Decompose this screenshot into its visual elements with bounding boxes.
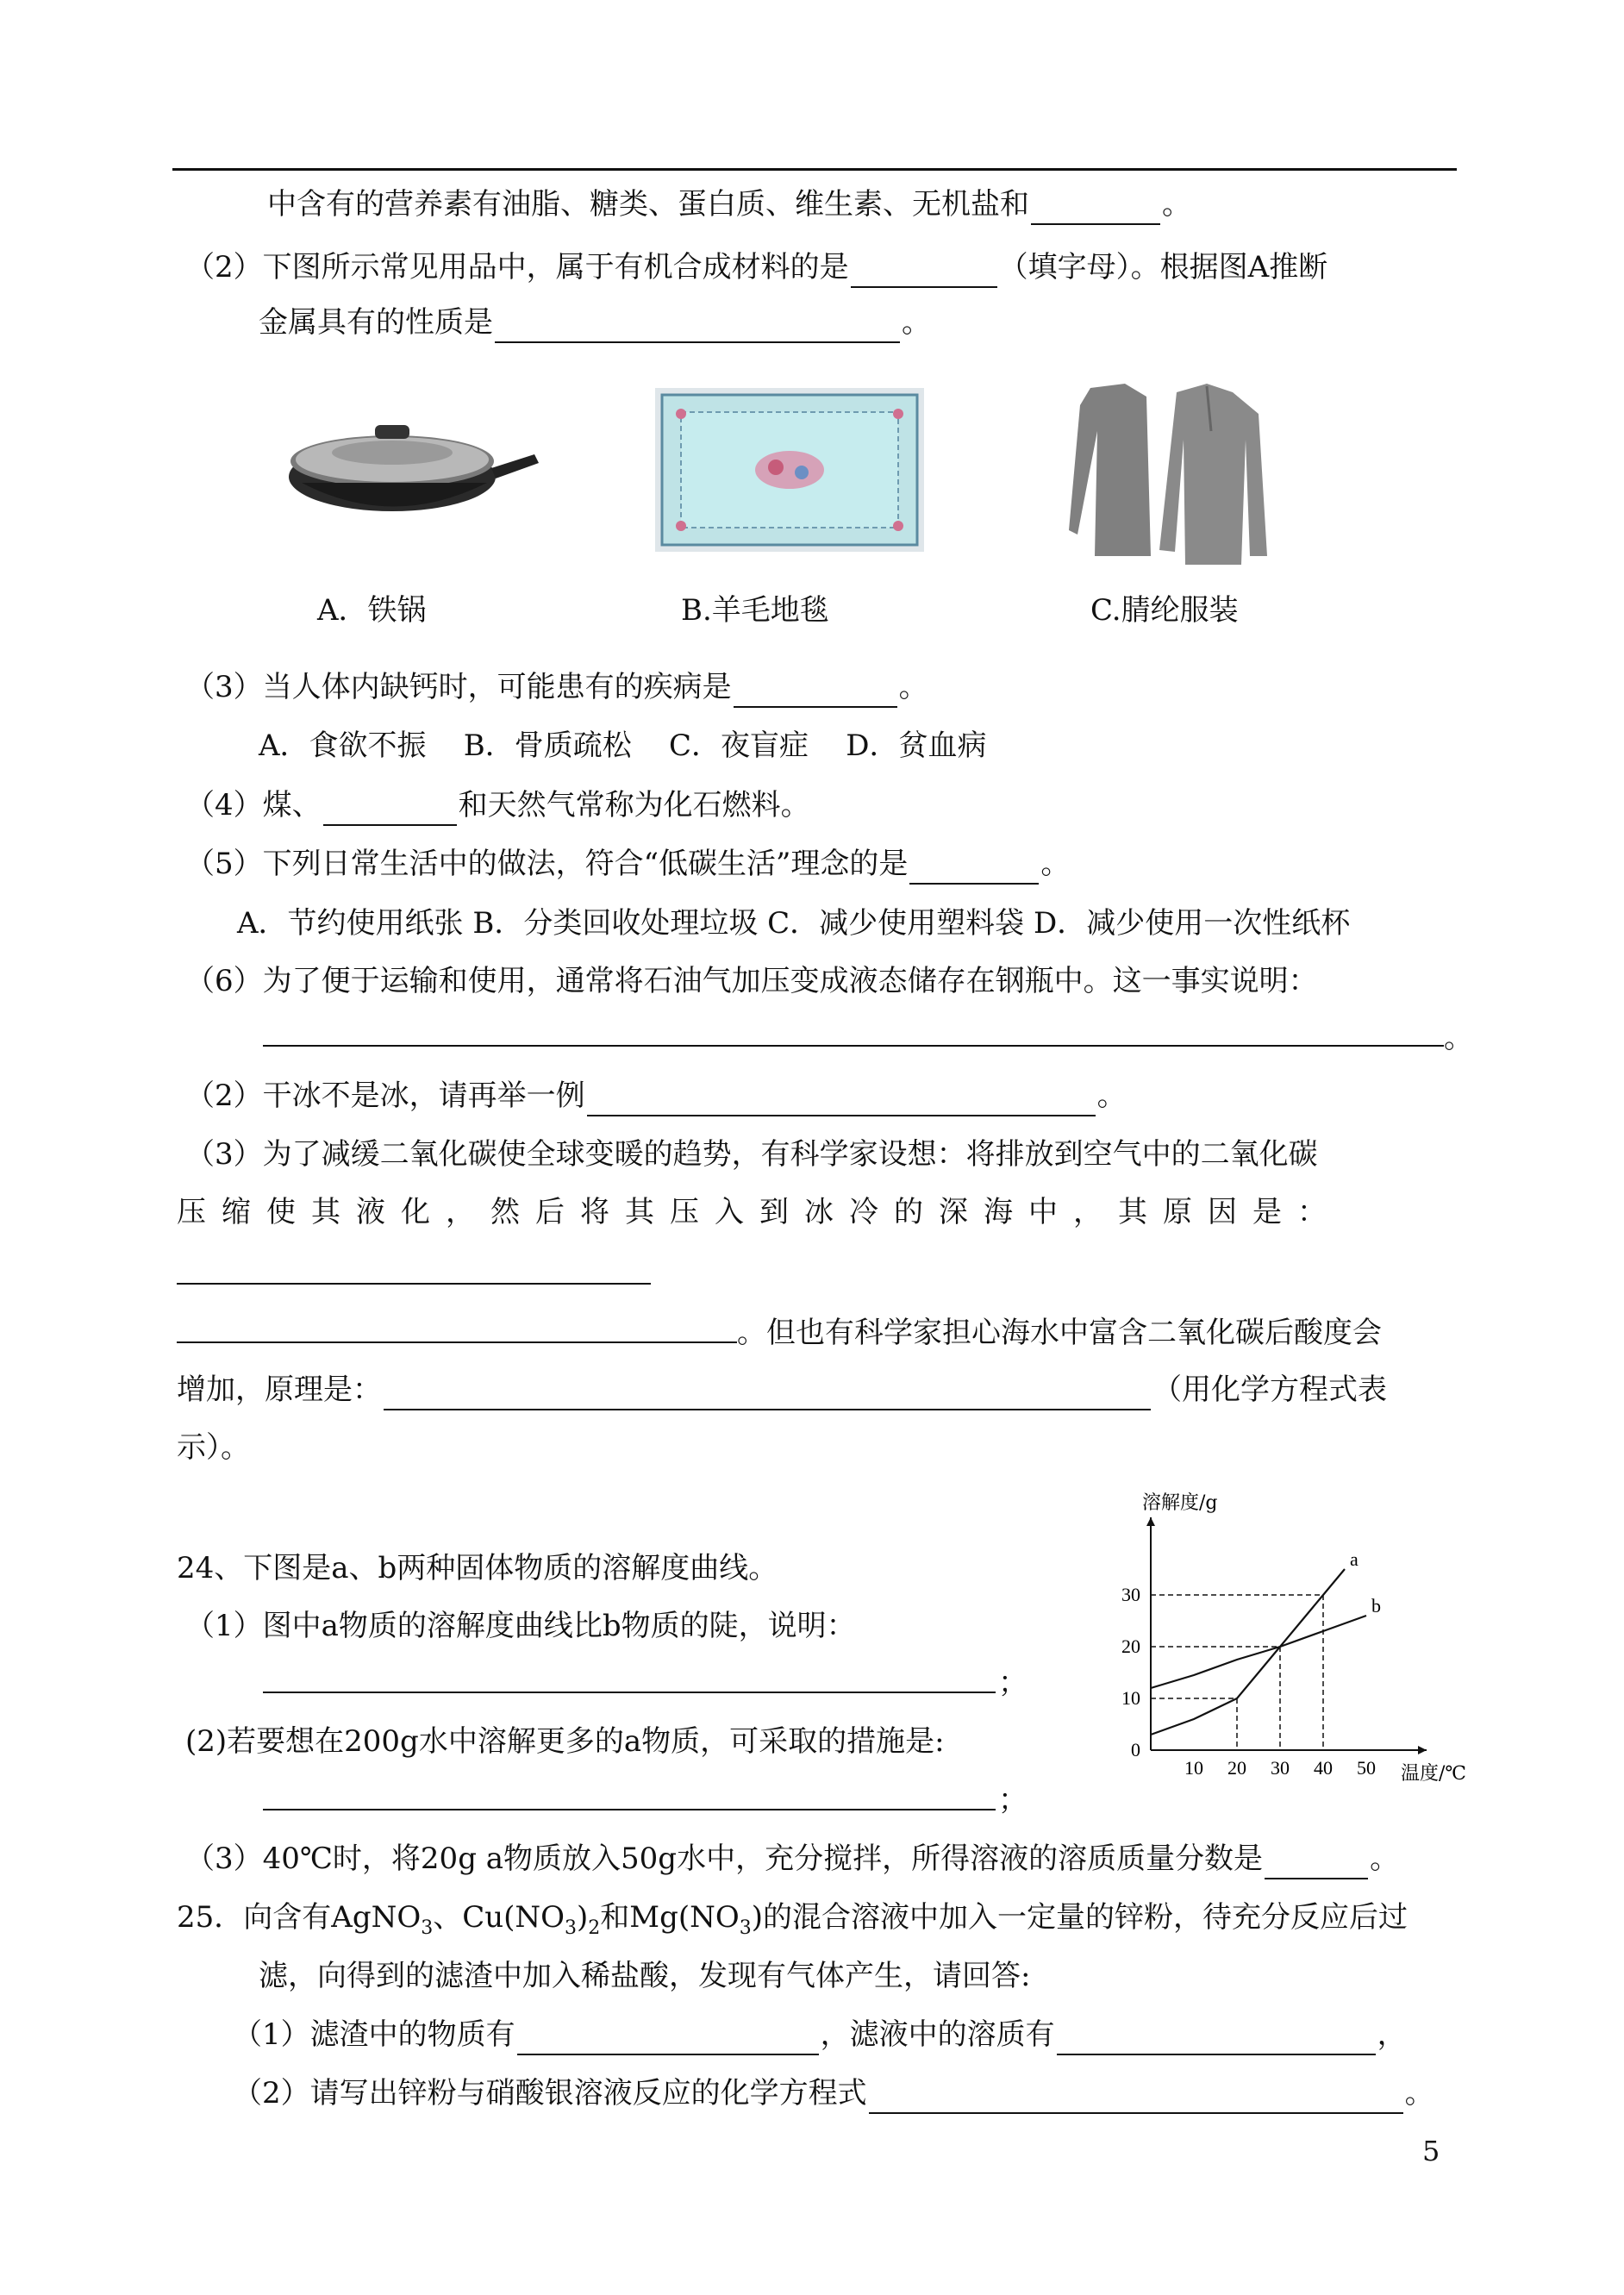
x-tick-label: 20 — [1227, 1757, 1246, 1779]
question-text: （3）40℃时，将20g a物质放入50g水中，充分搅拌，所得溶液的溶质质量分数是 — [185, 1842, 1264, 1876]
answer-blank[interactable] — [851, 257, 997, 288]
question-text: ) — [577, 1900, 589, 1935]
chart-reference-lines — [1151, 1595, 1323, 1750]
page-number: 5 — [1422, 2135, 1440, 2167]
answer-blank[interactable] — [587, 1085, 1096, 1116]
punct: ； — [998, 1783, 1027, 1817]
question-text: 增加，原理是： — [177, 1373, 382, 1407]
answer-blank[interactable] — [495, 312, 900, 343]
answer-blank[interactable] — [263, 1809, 996, 1810]
answer-blank[interactable] — [177, 1283, 651, 1285]
subscript: 2 — [588, 1917, 601, 1939]
options-line: A．节约使用纸张 B．分类回收处理垃圾 C．减少使用塑料袋 D．减少使用一次性纸杯 — [237, 906, 1351, 941]
text-line — [185, 1075, 1127, 1116]
punct: 。 — [1162, 187, 1191, 222]
question-text: （用化学方程式表 — [1152, 1373, 1387, 1407]
question-text: ，滤液中的溶质有 — [820, 2017, 1055, 2052]
rug-image — [655, 388, 924, 552]
punct: 。 — [898, 670, 928, 704]
chart-axes — [1146, 1517, 1427, 1754]
y-axis-label: 溶解度/g — [1142, 1492, 1218, 1514]
answer-blank[interactable] — [384, 1379, 1151, 1410]
question-text: 25．向含有AgNO — [177, 1900, 422, 1935]
text-line — [185, 960, 1318, 1002]
text-line: 示）。 — [177, 1430, 250, 1465]
chart-labels — [1121, 1492, 1466, 1785]
question-text: （2）请写出锌粉与硝酸银溶液反应的化学方程式 — [233, 2076, 867, 2111]
answer-blank[interactable] — [1031, 194, 1160, 225]
series-line-b — [1151, 1616, 1366, 1688]
question-text: （6）为了便于运输和使用，通常将石油气加压变成液态储存在钢瓶中。这一事实说明： — [185, 964, 1318, 998]
answer-blank[interactable] — [1057, 2024, 1376, 2055]
question-text: 、Cu(NO — [433, 1900, 565, 1935]
text-line — [259, 302, 931, 343]
chart-series — [1151, 1569, 1366, 1735]
text-line: 24、下图是a、b两种固体物质的溶解度曲线。 — [177, 1551, 778, 1585]
answer-blank[interactable] — [177, 1341, 737, 1343]
text-line: 压缩使其液化，然后将其压入到冰冷的深海中，其原因是： — [177, 1195, 1342, 1229]
text-line: （3）为了减缓二氧化碳使全球变暖的趋势，有科学家设想：将排放到空气中的二氧化碳 — [185, 1137, 1318, 1172]
y-tick-label: 10 — [1121, 1687, 1140, 1709]
question-text: 中含有的营养素有油脂、糖类、蛋白质、维生素、无机盐和 — [267, 187, 1029, 222]
text-line — [185, 843, 1070, 885]
question-text: （5）下列日常生活中的做法，符合“低碳生活”理念的是 — [185, 847, 909, 881]
image-c-caption: C.腈纶服装 — [1090, 593, 1239, 628]
punct: ， — [1377, 2017, 1407, 2052]
solubility-chart — [1095, 1491, 1474, 1810]
y-axis-arrow — [1146, 1517, 1155, 1526]
x-axis-label: 温度/℃ — [1401, 1763, 1467, 1785]
x-tick-label: 50 — [1357, 1757, 1376, 1779]
x-tick-label: 10 — [1184, 1757, 1203, 1779]
clothes-image — [1065, 379, 1271, 565]
punct: ； — [998, 1666, 1027, 1700]
text-line: 滤，向得到的滤渣中加入稀盐酸，发现有气体产生，请回答: — [259, 1959, 1031, 1993]
punct: 。 — [1040, 847, 1071, 881]
subscript: 3 — [565, 1917, 578, 1939]
punct: 。 — [1444, 1021, 1473, 1055]
text-line — [233, 2014, 1407, 2055]
text-line — [177, 1369, 1387, 1410]
answer-blank[interactable] — [734, 677, 897, 708]
question-text: )的混合溶液中加入一定量的锌粉，待充分反应后过 — [751, 1900, 1409, 1935]
text-line: 。但也有科学家担心海水中富含二氧化碳后酸度会 — [737, 1316, 1382, 1350]
text-line — [233, 2073, 1434, 2114]
punct: 。 — [1404, 2076, 1434, 2111]
y-tick-label: 30 — [1121, 1584, 1140, 1605]
question-text: （3）当人体内缺钙时，可能患有的疾病是 — [185, 670, 732, 704]
answer-blank[interactable] — [869, 2083, 1403, 2114]
y-tick-label: 20 — [1121, 1635, 1140, 1657]
question-text: （4）煤、 — [185, 788, 322, 822]
text-line: (2)若要想在200g水中溶解更多的a物质，可采取的措施是: — [185, 1724, 945, 1759]
question-text: （2）下图所示常见用品中，属于有机合成材料的是 — [185, 250, 849, 285]
image-a-caption: A．铁锅 — [317, 593, 427, 628]
header-rule — [172, 168, 1457, 171]
punct: 。 — [1370, 1842, 1400, 1876]
series-label-b: b — [1371, 1595, 1381, 1617]
subscript: 3 — [739, 1917, 752, 1939]
question-text: 金属具有的性质是 — [259, 305, 493, 340]
question-text: （填字母）。根据图A推断 — [998, 250, 1328, 285]
series-line-a — [1151, 1569, 1345, 1735]
question-text: 和Mg(NO — [600, 1900, 740, 1935]
answer-blank[interactable] — [323, 795, 457, 826]
text-line — [267, 184, 1191, 225]
punct: 。 — [1096, 1079, 1127, 1113]
answer-blank[interactable] — [517, 2024, 819, 2055]
text-line — [185, 1838, 1399, 1879]
y-tick-label: 0 — [1131, 1739, 1140, 1760]
text-line — [185, 666, 928, 708]
answer-blank[interactable] — [263, 1045, 1444, 1047]
x-tick-label: 40 — [1314, 1757, 1333, 1779]
text-line — [177, 1897, 1408, 1949]
answer-blank[interactable] — [909, 854, 1039, 885]
text-line: （1）图中a物质的溶解度曲线比b物质的陡，说明： — [185, 1609, 856, 1643]
subscript: 3 — [421, 1917, 434, 1939]
image-b-caption: B.羊毛地毯 — [681, 593, 829, 628]
x-tick-label: 30 — [1271, 1757, 1290, 1779]
wok-image — [284, 401, 543, 530]
question-text: 和天然气常称为化石燃料。 — [458, 788, 810, 822]
text-line — [185, 247, 1327, 288]
punct: 。 — [902, 305, 931, 340]
text-line — [185, 785, 810, 826]
answer-blank[interactable] — [263, 1692, 996, 1693]
question-text: （1）滤渣中的物质有 — [233, 2017, 515, 2052]
question-text: （2）干冰不是冰，请再举一例 — [185, 1079, 585, 1113]
x-axis-arrow — [1418, 1746, 1427, 1754]
answer-blank[interactable] — [1265, 1848, 1368, 1879]
series-label-a: a — [1350, 1548, 1359, 1570]
options-line: A．食欲不振 B．骨质疏松 C．夜盲症 D．贫血病 — [259, 729, 987, 763]
